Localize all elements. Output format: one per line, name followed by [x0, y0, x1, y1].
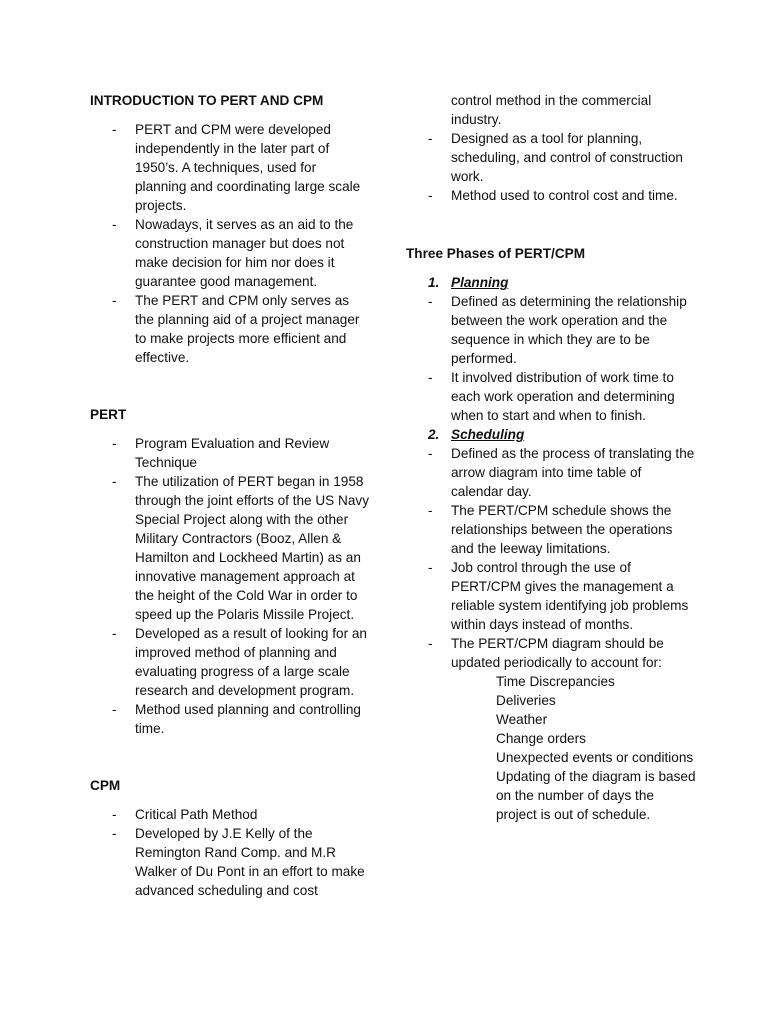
scheduling-list [406, 444, 696, 672]
sub-item: Updating of the diagram is based on the number of days the project is out of schedule. [496, 769, 696, 822]
sub-item: Time Discrepancies [496, 674, 615, 689]
list-item: - The PERT/CPM schedule shows the relationships between the operations and the leeway limitations. [428, 503, 673, 556]
list-item: - The PERT/CPM diagram should be updated periodically to account for: [428, 636, 664, 670]
list-item: - It involved distribution of work time to each work operation and determining when to start and when to finish. [428, 370, 675, 423]
phases-heading: Three Phases of PERT/CPM [406, 246, 586, 261]
right-column [406, 91, 696, 824]
list-item: - Method used to control cost and time. [428, 188, 678, 203]
list-item: - Designed as a tool for planning, scheduling, and control of construction work. [428, 131, 683, 184]
cpm-continued-text: control method in the commercial industry. [451, 93, 652, 127]
sub-item: Deliveries [496, 693, 556, 708]
planning-list [406, 292, 696, 425]
list-item: - Developed as a result of looking for an improved method of planning and evaluating progress of a large scale research and development program. [112, 626, 367, 698]
sub-item: Weather [496, 712, 548, 727]
list-item: - Nowadays, it serves as an aid to the construction manager but does not make decision for him nor does it guarantee good management. [112, 217, 354, 289]
list-item: - Job control through the use of PERT/CPM gives the management a reliable system identifying job problems within days instead of months. [428, 560, 689, 632]
list-item: - Defined as determining the relationship between the work operation and the sequence in which they are to be performed. [428, 294, 687, 366]
pert-heading: PERT [90, 407, 127, 422]
list-item: - PERT and CPM were developed independently in the later part of 1950’s. A techniques, used for planning and coordinating large scale projects. [112, 122, 361, 213]
sub-item: Change orders [496, 731, 586, 746]
list-item: - The utilization of PERT began in 1958 through the joint efforts of the US Navy Special Project along with the other Military Contractors (Booz, Allen & Hamilton and Lockheed Martin) as an innovative management approach at the height of the Cold War in order to speed up the Polaris Missile Project. [112, 474, 369, 622]
pert-list [90, 434, 370, 738]
sub-item: Unexpected events or conditions [496, 750, 694, 765]
list-item: - Developed by J.E Kelly of the Remington Rand Comp. and M.R Walker of Du Pont in an effort to make advanced scheduling and cost [112, 826, 365, 898]
list-item: - Defined as the process of translating the arrow diagram into time table of calendar day. [428, 446, 695, 499]
cpm-continued-list [406, 129, 696, 205]
list-item: - The PERT and CPM only serves as the planning aid of a project manager to make projects more efficient and effective. [112, 293, 360, 365]
cpm-list [90, 805, 370, 900]
list-item: - Program Evaluation and Review Technique [112, 436, 330, 470]
intro-heading: INTRODUCTION TO PERT AND CPM [90, 93, 324, 108]
cpm-heading: CPM [90, 778, 121, 793]
phase-planning-heading: 1. Planning [428, 275, 509, 290]
intro-list [90, 120, 370, 367]
left-column [90, 91, 370, 900]
phase-scheduling-heading: 2. Scheduling [428, 427, 525, 442]
list-item: - Method used planning and controlling time. [112, 702, 361, 736]
list-item: - Critical Path Method [112, 807, 258, 822]
